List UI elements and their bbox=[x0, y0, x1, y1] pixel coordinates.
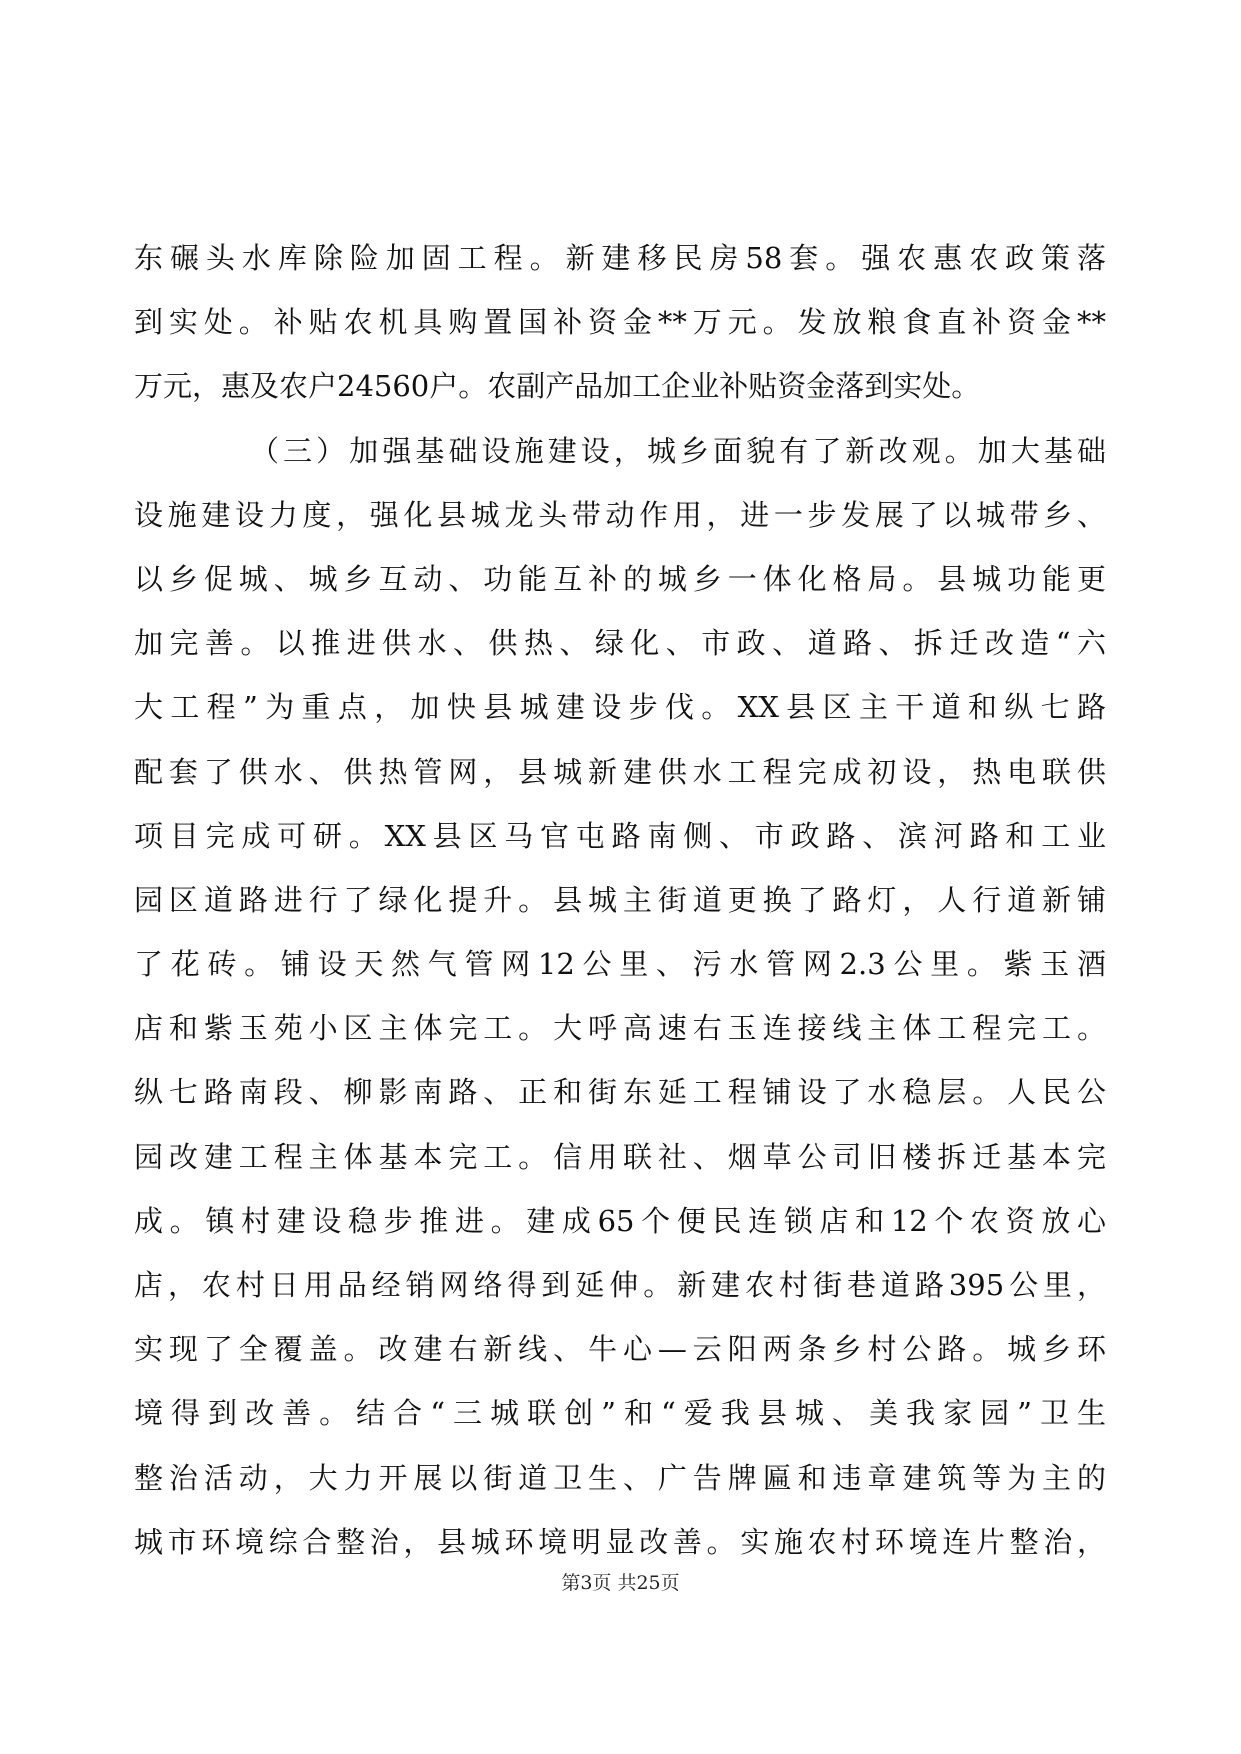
text-line: 了花砖。铺设天然气管网12公里、污水管网2.3公里。紫玉酒 bbox=[134, 947, 1106, 982]
page-number-footer: 第3页 共25页 bbox=[561, 1572, 680, 1594]
text-line: 项目完成可研。XX县区马官屯路南侧、市政路、滨河路和工业 bbox=[134, 818, 1106, 853]
text-line: 以乡促城、城乡互动、功能互补的城乡一体化格局。县城功能更 bbox=[134, 561, 1106, 596]
text-line: 整治活动，大力开展以街道卫生、广告牌匾和违章建筑等为主的 bbox=[134, 1460, 1106, 1495]
text-line: 园区道路进行了绿化提升。县城主街道更换了路灯，人行道新铺 bbox=[134, 882, 1106, 917]
text-line: 城市环境综合整治，县城环境明显改善。实施农村环境连片整治， bbox=[134, 1524, 1106, 1559]
text-line: 东碾头水库除险加固工程。新建移民房58套。强农惠农政策落 bbox=[134, 241, 1106, 275]
text-line: 配套了供水、供热管网，县城新建供水工程完成初设，热电联供 bbox=[134, 754, 1106, 789]
text-line: 成。镇村建设稳步推进。建成65个便民连锁店和12个农资放心 bbox=[134, 1203, 1106, 1238]
text-line: 店，农村日用品经销网络得到延伸。新建农村街巷道路395公里， bbox=[134, 1268, 1106, 1302]
paragraph-first-line: （三）加强基础设施建设，城乡面貌有了新改观。加大基础 bbox=[250, 433, 1106, 468]
text-line: 万元，惠及农户24560户。农副产品加工企业补贴资金落到实处。 bbox=[134, 369, 981, 404]
text-line: 店和紫玉苑小区主体完工。大呼高速右玉连接线主体工程完工。 bbox=[134, 1011, 1106, 1046]
text-line: 实现了全覆盖。改建右新线、牛心—云阳两条乡村公路。城乡环 bbox=[134, 1332, 1106, 1367]
text-line: 加完善。以推进供水、供热、绿化、市政、道路、拆迁改造“六 bbox=[134, 626, 1106, 661]
text-line: 到实处。补贴农机具购置国补资金**万元。发放粮食直补资金** bbox=[134, 305, 1106, 340]
text-line: 园改建工程主体基本完工。信用联社、烟草公司旧楼拆迁基本完 bbox=[134, 1139, 1106, 1174]
text-line: 境得到改善。结合“三城联创”和“爱我县城、美我家园”卫生 bbox=[134, 1396, 1106, 1431]
body-text bbox=[134, 226, 1106, 1574]
text-line: 大工程”为重点，加快县城建设步伐。XX县区主干道和纵七路 bbox=[134, 690, 1106, 725]
text-line: 纵七路南段、柳影南路、正和街东延工程铺设了水稳层。人民公 bbox=[134, 1075, 1106, 1110]
text-line: 设施建设力度，强化县城龙头带动作用，进一步发展了以城带乡、 bbox=[134, 497, 1106, 532]
